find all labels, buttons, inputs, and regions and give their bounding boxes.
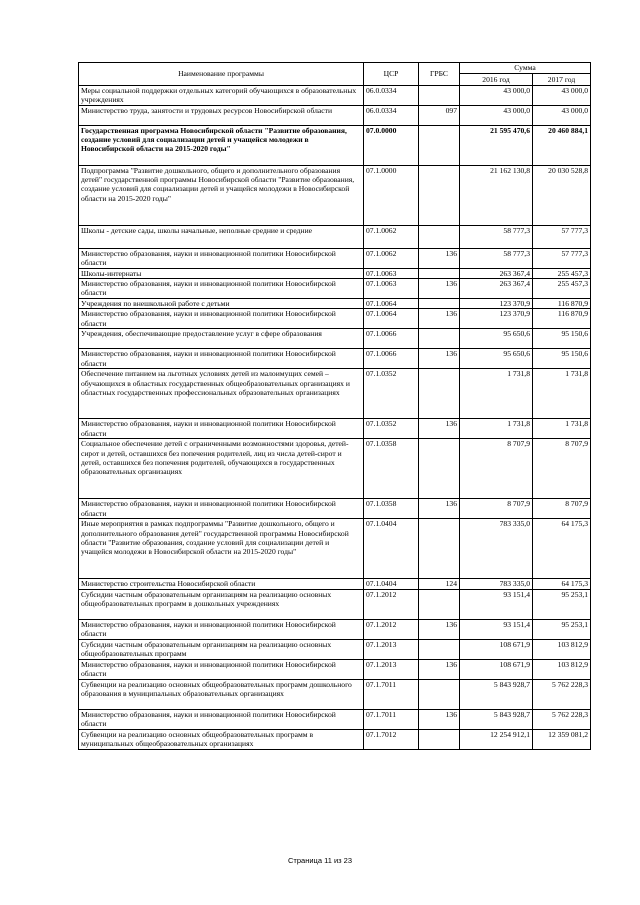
row-value-2016: 783 335,0	[460, 519, 533, 579]
row-value-2017: 20 030 528,8	[533, 166, 591, 226]
row-value-2017: 95 253,1	[533, 589, 591, 619]
row-csr: 07.1.0064	[364, 299, 419, 309]
row-csr: 07.1.0064	[364, 309, 419, 329]
table-row	[79, 166, 591, 226]
row-name: Субвенции на реализацию основных общеобразовательных программ дошкольного образования в муниципальных образовательных организациях	[79, 679, 364, 709]
row-grbs: 136	[419, 659, 460, 679]
row-grbs: 136	[419, 309, 460, 329]
row-csr: 07.1.0000	[364, 166, 419, 226]
row-value-2017: 8 707,9	[533, 499, 591, 519]
row-value-2016: 93 151,4	[460, 619, 533, 639]
row-csr: 07.1.2012	[364, 589, 419, 619]
row-name: Субвенции на реализацию основных общеобразовательных программ в муниципальных общеобразовательных организациях	[79, 729, 364, 749]
row-grbs	[419, 126, 460, 166]
row-value-2017: 20 460 884,1	[533, 126, 591, 166]
row-value-2017: 116 870,9	[533, 299, 591, 309]
row-value-2016: 58 777,3	[460, 249, 533, 269]
row-csr: 07.1.0063	[364, 269, 419, 279]
row-grbs	[419, 519, 460, 579]
row-csr: 06.0.0334	[364, 86, 419, 106]
row-grbs	[419, 369, 460, 419]
row-grbs: 136	[419, 709, 460, 729]
row-value-2016: 263 367,4	[460, 279, 533, 299]
row-value-2016: 12 254 912,1	[460, 729, 533, 749]
row-value-2017: 5 762 228,3	[533, 679, 591, 709]
table-row	[79, 659, 591, 679]
table-row	[79, 249, 591, 269]
row-name: Меры социальной поддержки отдельных категорий обучающихся в образовательных учреждениях	[79, 86, 364, 106]
row-value-2016: 43 000,0	[460, 106, 533, 126]
row-csr: 07.1.2013	[364, 659, 419, 679]
row-value-2017: 12 359 081,2	[533, 729, 591, 749]
row-value-2017: 95 253,1	[533, 619, 591, 639]
table-row	[79, 439, 591, 499]
row-value-2016: 1 731,8	[460, 419, 533, 439]
row-name: Учреждения по внешкольной работе с детьми	[79, 299, 364, 309]
row-name: Обеспечение питанием на льготных условиях детей из малоимущих семей – обучающихся в областных государственных общеобразовательных организациях и областных государственных профессиональных образовательных организациях	[79, 369, 364, 419]
row-value-2016: 8 707,9	[460, 499, 533, 519]
header-2016: 2016 год	[460, 74, 533, 86]
row-value-2017: 43 000,0	[533, 86, 591, 106]
table-row	[79, 269, 591, 279]
row-grbs: 136	[419, 499, 460, 519]
row-grbs	[419, 439, 460, 499]
row-value-2017: 57 777,3	[533, 226, 591, 249]
row-csr: 07.1.2013	[364, 639, 419, 659]
row-value-2016: 123 370,9	[460, 299, 533, 309]
budget-table	[78, 62, 591, 750]
table-row	[79, 579, 591, 589]
row-grbs	[419, 226, 460, 249]
table-row	[79, 349, 591, 369]
row-value-2017: 5 762 228,3	[533, 709, 591, 729]
row-value-2016: 93 151,4	[460, 589, 533, 619]
row-value-2017: 255 457,3	[533, 269, 591, 279]
row-name: Министерство строительства Новосибирской области	[79, 579, 364, 589]
row-name: Министерство образования, науки и инновационной политики Новосибирской области	[79, 349, 364, 369]
row-value-2017: 1 731,8	[533, 419, 591, 439]
row-name: Министерство образования, науки и инновационной политики Новосибирской области	[79, 309, 364, 329]
row-grbs: 097	[419, 106, 460, 126]
table-row	[79, 519, 591, 579]
row-value-2017: 103 812,9	[533, 659, 591, 679]
row-csr: 07.1.0062	[364, 226, 419, 249]
row-grbs: 136	[419, 619, 460, 639]
row-grbs	[419, 589, 460, 619]
row-csr: 07.1.0066	[364, 349, 419, 369]
row-value-2016: 263 367,4	[460, 269, 533, 279]
row-value-2017: 95 150,6	[533, 329, 591, 349]
table-row	[79, 309, 591, 329]
row-csr: 07.1.7011	[364, 709, 419, 729]
row-name: Субсидии частным образовательным организациям на реализацию основных общеобразовательных программ в дошкольных учреждениях	[79, 589, 364, 619]
table-row	[79, 639, 591, 659]
table-row	[79, 329, 591, 349]
row-name: Социальное обеспечение детей с ограниченными возможностями здоровья, детей-сирот и детей, оставшихся без попечения родителей, лиц из числа детей-сирот и детей, оставшихся без попечения родителей, обучающихся в государственных образовательных организациях	[79, 439, 364, 499]
row-name: Государственная программа Новосибирской области "Развитие образования, создание условий для социализации детей и учащейся молодежи в Новосибирской области на 2015-2020 годы"	[79, 126, 364, 166]
row-name: Министерство образования, науки и инновационной политики Новосибирской области	[79, 279, 364, 299]
row-csr: 07.1.0066	[364, 329, 419, 349]
table-row	[79, 419, 591, 439]
row-name: Субсидии частным образовательным организациям на реализацию основных общеобразовательных программ	[79, 639, 364, 659]
row-value-2017: 8 707,9	[533, 439, 591, 499]
row-name: Министерство труда, занятости и трудовых ресурсов Новосибирской области	[79, 106, 364, 126]
row-csr: 07.1.0062	[364, 249, 419, 269]
row-name: Министерство образования, науки и инновационной политики Новосибирской области	[79, 619, 364, 639]
header-2017: 2017 год	[533, 74, 591, 86]
header-csr: ЦСР	[364, 63, 419, 86]
row-value-2017: 116 870,9	[533, 309, 591, 329]
table-row	[79, 619, 591, 639]
row-grbs	[419, 166, 460, 226]
row-value-2017: 95 150,6	[533, 349, 591, 369]
table-row	[79, 299, 591, 309]
table-row	[79, 499, 591, 519]
row-name: Министерство образования, науки и инновационной политики Новосибирской области	[79, 709, 364, 729]
row-value-2017: 103 812,9	[533, 639, 591, 659]
row-value-2017: 1 731,8	[533, 369, 591, 419]
row-grbs: 136	[419, 249, 460, 269]
row-name: Министерство образования, науки и инновационной политики Новосибирской области	[79, 249, 364, 269]
row-value-2016: 95 650,6	[460, 349, 533, 369]
row-value-2016: 783 335,0	[460, 579, 533, 589]
row-value-2017: 57 777,3	[533, 249, 591, 269]
row-grbs	[419, 639, 460, 659]
row-csr: 07.1.0358	[364, 439, 419, 499]
row-csr: 06.0.0334	[364, 106, 419, 126]
row-csr: 07.1.0404	[364, 579, 419, 589]
row-value-2016: 95 650,6	[460, 329, 533, 349]
table-row	[79, 679, 591, 709]
row-csr: 07.1.0352	[364, 419, 419, 439]
row-csr: 07.1.2012	[364, 619, 419, 639]
row-csr: 07.1.0358	[364, 499, 419, 519]
row-csr: 07.1.7012	[364, 729, 419, 749]
row-grbs	[419, 86, 460, 106]
row-grbs	[419, 299, 460, 309]
table-row	[79, 126, 591, 166]
row-csr: 07.1.0352	[364, 369, 419, 419]
table-row	[79, 709, 591, 729]
row-value-2016: 108 671,9	[460, 659, 533, 679]
row-value-2016: 43 000,0	[460, 86, 533, 106]
row-grbs	[419, 729, 460, 749]
table-row	[79, 226, 591, 249]
row-name: Школы-интернаты	[79, 269, 364, 279]
row-value-2016: 1 731,8	[460, 369, 533, 419]
row-value-2017: 64 175,3	[533, 579, 591, 589]
row-value-2016: 5 843 928,7	[460, 679, 533, 709]
row-value-2016: 8 707,9	[460, 439, 533, 499]
row-value-2017: 255 457,3	[533, 279, 591, 299]
row-csr: 07.1.0404	[364, 519, 419, 579]
row-value-2016: 123 370,9	[460, 309, 533, 329]
row-name: Подпрограмма "Развитие дошкольного, общего и дополнительного образования детей" государственной программы Новосибирской области "Развитие образования, создание условий для социализации детей и учащейся молодежи в Новосибирской области на 2015-2020 годы"	[79, 166, 364, 226]
row-grbs: 136	[419, 349, 460, 369]
table-row	[79, 86, 591, 106]
row-csr: 07.0.0000	[364, 126, 419, 166]
row-value-2016: 21 595 470,6	[460, 126, 533, 166]
table-row	[79, 729, 591, 749]
row-name: Министерство образования, науки и инновационной политики Новосибирской области	[79, 499, 364, 519]
row-value-2016: 58 777,3	[460, 226, 533, 249]
table-row	[79, 369, 591, 419]
table-row	[79, 106, 591, 126]
row-name: Министерство образования, науки и инновационной политики Новосибирской области	[79, 659, 364, 679]
row-grbs: 136	[419, 419, 460, 439]
row-value-2016: 108 671,9	[460, 639, 533, 659]
row-name: Учреждения, обеспечивающие предоставление услуг в сфере образования	[79, 329, 364, 349]
row-value-2017: 64 175,3	[533, 519, 591, 579]
row-grbs	[419, 679, 460, 709]
row-value-2017: 43 000,0	[533, 106, 591, 126]
header-grbs: ГРБС	[419, 63, 460, 86]
row-grbs: 136	[419, 279, 460, 299]
header-name: Наименование программы	[79, 63, 364, 86]
row-grbs: 124	[419, 579, 460, 589]
row-name: Иные мероприятия в рамках подпрограммы "Развитие дошкольного, общего и дополнительного образования детей" государственной программы Новосибирской области "Развитие образования, создание условий для социализации детей и учащейся молодежи в Новосибирской области на 2015-2020 годы"	[79, 519, 364, 579]
page-number: Страница 11 из 23	[288, 856, 352, 865]
table-row	[79, 279, 591, 299]
row-name: Школы - детские сады, школы начальные, неполные средние и средние	[79, 226, 364, 249]
row-grbs	[419, 269, 460, 279]
row-value-2016: 21 162 130,8	[460, 166, 533, 226]
row-value-2016: 5 843 928,7	[460, 709, 533, 729]
header-sum: Сумма	[460, 63, 591, 74]
row-csr: 07.1.0063	[364, 279, 419, 299]
row-name: Министерство образования, науки и инновационной политики Новосибирской области	[79, 419, 364, 439]
row-grbs	[419, 329, 460, 349]
row-csr: 07.1.7011	[364, 679, 419, 709]
table-row	[79, 589, 591, 619]
